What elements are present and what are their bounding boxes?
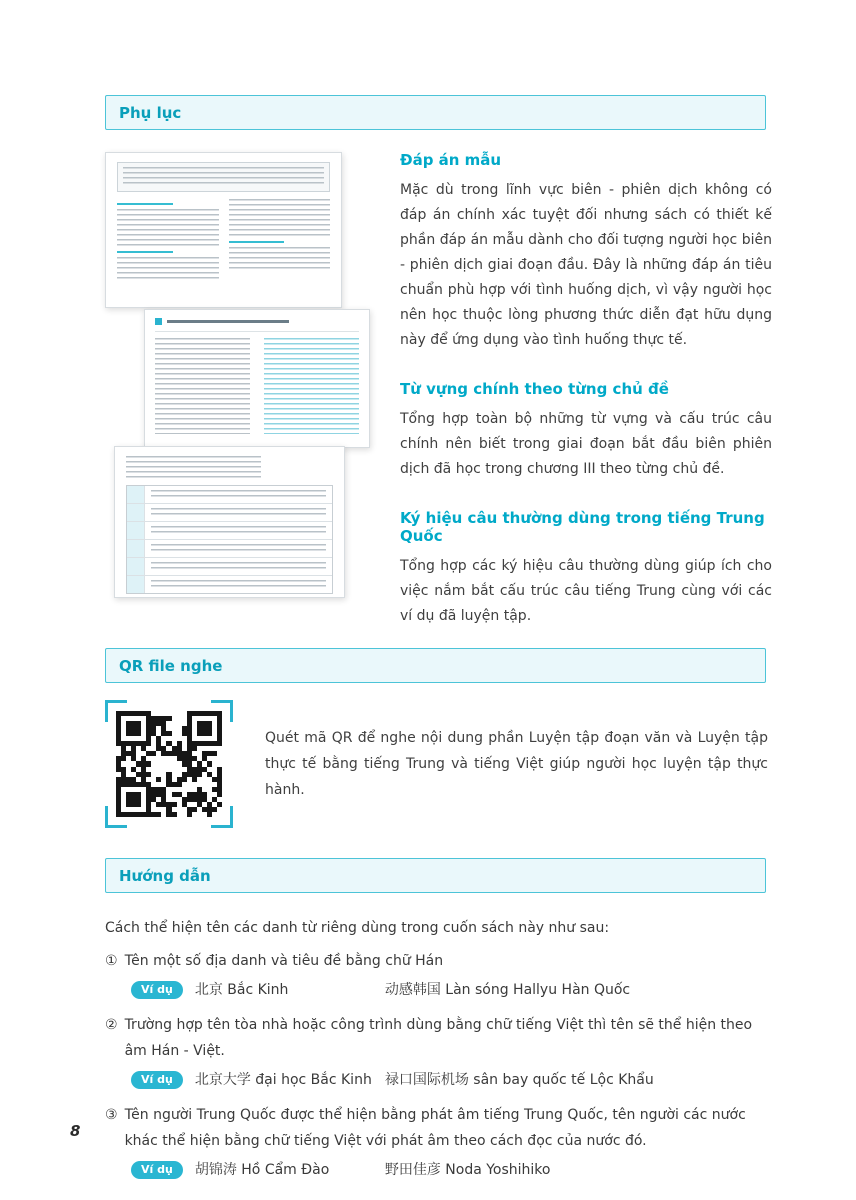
qr-code (116, 711, 222, 817)
guide-intro: Cách thể hiện tên các danh từ riêng dùng trong cuốn sách này như sau: (105, 920, 610, 936)
thumbnail-table (126, 485, 333, 594)
qr-scan-frame (105, 700, 233, 828)
example-row (131, 977, 768, 1003)
item-text: Tên người Trung Quốc được thể hiện bằng phát âm tiếng Trung Quốc, tên người các nước khác thể hiện bằng chữ tiếng Việt với phát âm theo cách đọc của nước đó. (124, 1107, 746, 1149)
page-number: 8 (70, 1122, 81, 1140)
example-text: 禄口国际机场 sân bay quốc tế Lộc Khẩu (384, 1072, 654, 1088)
qr-section (105, 700, 768, 828)
example-row (131, 1067, 768, 1093)
guide-header-box (105, 858, 766, 893)
guide-item (105, 1012, 768, 1064)
appendix-section-title: Đáp án mẫu (400, 151, 502, 169)
example-row (131, 1157, 768, 1183)
appendix-header-label: Phụ lục (119, 103, 182, 122)
thumbnail-bullet-icon (155, 318, 162, 325)
appendix-section-title: Từ vựng chính theo từng chủ đề (400, 380, 669, 398)
qr-header-label: QR file nghe (119, 656, 223, 675)
example-text: 北京 Bắc Kinh (194, 982, 289, 998)
item-text: Tên một số địa danh và tiêu đề bằng chữ Hán (124, 953, 444, 969)
book-page-thumbnail-symbols (114, 446, 345, 598)
example-badge: Ví dụ (131, 1161, 183, 1179)
guide-header-label: Hướng dẫn (119, 866, 211, 885)
book-page-thumbnail-vocabulary (144, 309, 370, 448)
item-text: Trường hợp tên tòa nhà hoặc công trình dùng bằng chữ tiếng Việt thì tên sẽ thể hiện theo âm Hán - Việt. (124, 1017, 753, 1059)
item-number: ② (105, 1017, 118, 1033)
appendix-header-box (105, 95, 766, 130)
example-text: 北京大学 đại học Bắc Kinh (194, 1072, 372, 1088)
example-text: 动感韩国 Làn sóng Hallyu Hàn Quốc (384, 982, 631, 998)
guide-item (105, 1102, 768, 1154)
qr-header-box (105, 648, 766, 683)
guide-section (105, 915, 768, 1192)
appendix-descriptions (400, 151, 772, 656)
example-text: 胡锦涛 Hồ Cẩm Đào (194, 1162, 330, 1178)
guide-item (105, 948, 768, 974)
example-badge: Ví dụ (131, 1071, 183, 1089)
qr-description: Quét mã QR để nghe nội dung phần Luyện tập đoạn văn và Luyện tập thực tế bằng tiếng Trung và tiếng Việt giúp người học luyện tập thực hành. (265, 730, 768, 798)
appendix-section-body: Tổng hợp toàn bộ những từ vựng và cấu trúc câu chính nên biết trong giai đoạn bắt đầu biên phiên dịch đã học trong chương III theo từng chủ đề. (400, 411, 772, 477)
thumbnail-note-box (117, 162, 330, 192)
example-text: 野田佳彦 Noda Yoshihiko (384, 1162, 551, 1178)
example-badge: Ví dụ (131, 981, 183, 999)
book-page-thumbnail-answers (105, 152, 342, 308)
appendix-section-title: Ký hiệu câu thường dùng trong tiếng Trung Quốc (400, 509, 765, 545)
appendix-section-body: Mặc dù trong lĩnh vực biên - phiên dịch không có đáp án chính xác tuyệt đối nhưng sách có thiết kế phần đáp án mẫu dành cho đối tượng người học biên - phiên dịch giai đoạn đầu. Đây là những đáp án tiêu chuẩn phù hợp với tình huống dịch, vì vậy người học nên học thuộc lòng phương thức diễn đạt hữu dụng này để ứng dụng vào tình huống thực tế. (400, 182, 772, 348)
appendix-section-body: Tổng hợp các ký hiệu câu thường dùng giúp ích cho việc nắm bắt cấu trúc câu tiếng Trung cùng với các ví dụ đã luyện tập. (400, 558, 772, 624)
item-number: ① (105, 953, 118, 969)
item-number: ③ (105, 1107, 118, 1123)
